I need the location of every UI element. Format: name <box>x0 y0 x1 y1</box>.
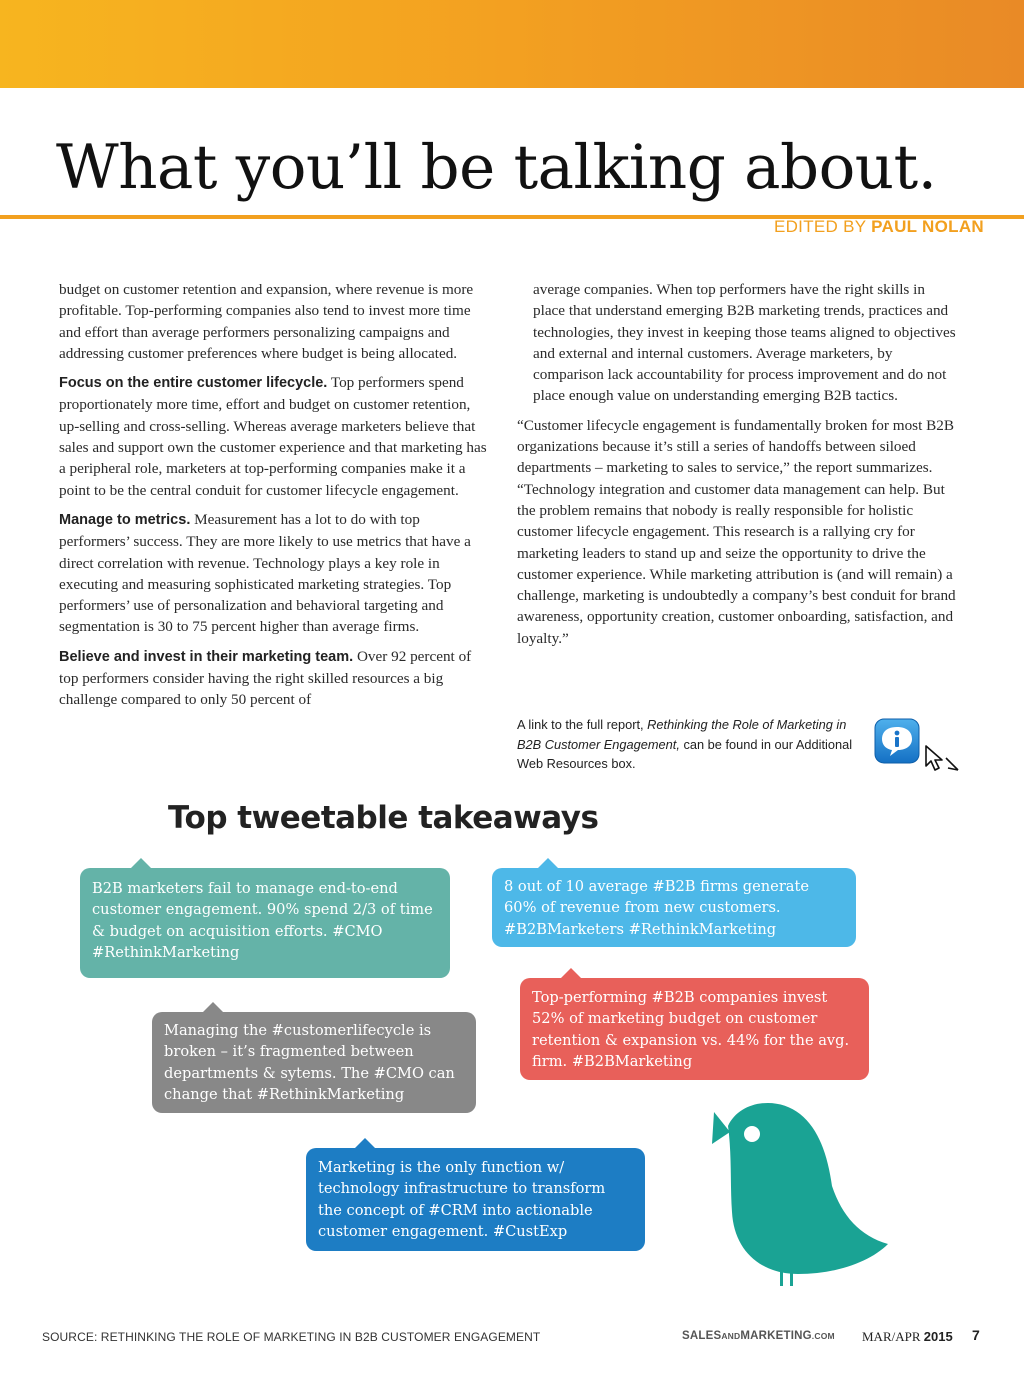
tweetables-title: Top tweetable takeaways <box>168 800 599 836</box>
tweet-bubble[interactable]: Managing the #customerlifecycle is broken – it’s fragmented between departments & sytems. The #CMO can change that #RethinkMarketing <box>152 1012 476 1113</box>
edited-by-prefix: EDITED BY <box>773 217 872 236</box>
article-paragraph: budget on customer retention and expansion, where revenue is more profitable. Top-performing companies also tend to invest more time and effort than average performers personalizing campaigns and addressing customer preferences where budget is being allocated. <box>59 281 474 362</box>
edited-by-credit <box>774 217 984 237</box>
paragraph-lead: Believe and invest in their marketing team. <box>59 648 354 665</box>
tweet-bubble[interactable]: 8 out of 10 average #B2B firms generate 60% of revenue from new customers. #B2BMarketers #RethinkMarketing <box>492 868 856 947</box>
site-part: .COM <box>811 1331 835 1341</box>
tweet-bubble[interactable]: B2B marketers fail to manage end-to-end customer engagement. 90% spend 2/3 of time & budget on acquisition efforts. #CMO #RethinkMarketing <box>80 868 450 978</box>
footer-site[interactable] <box>682 1330 835 1342</box>
article-paragraph <box>59 372 487 501</box>
footer-source: SOURCE: RETHINKING THE ROLE OF MARKETING IN B2B CUSTOMER ENGAGEMENT <box>42 1330 541 1344</box>
editor-name: PAUL NOLAN <box>871 217 984 236</box>
issue-year: 2015 <box>923 1329 953 1344</box>
tweet-bubble[interactable]: Top-performing #B2B companies invest 52% of marketing budget on customer retention & expansion vs. 44% for the avg. firm. #B2BMarketing <box>520 978 869 1080</box>
site-part: MARKETING <box>740 1330 812 1342</box>
page-title: What you’ll be talking about. <box>56 132 937 203</box>
report-link-note <box>517 715 867 774</box>
article-column-right <box>517 279 957 657</box>
cursor-arrow-icon <box>922 744 962 776</box>
paragraph-lead: Manage to metrics. <box>59 511 191 528</box>
link-note-prefix: A link to the full report, <box>517 717 648 732</box>
footer-issue-date <box>862 1329 953 1345</box>
site-part: AND <box>721 1331 741 1341</box>
article-paragraph <box>59 509 487 638</box>
paragraph-text: Measurement has a lot to do with top performers’ success. They are more likely to use metrics that have a direct correlation with revenue. Technology plays a key role in executing and measuring sophisticated marketing strategies. Top performers’ use of personalization and behavioral targeting and segmentation is 30 to 75 percent higher than average firms. <box>59 510 471 636</box>
paragraph-text: Over 92 percent of top performers consider having the right skilled resources a big challenge compared to only 50 percent of <box>59 647 472 709</box>
twitter-bird-icon <box>700 1100 900 1290</box>
site-part: SALES <box>682 1330 722 1342</box>
issue-months: MAR/APR <box>862 1329 924 1344</box>
paragraph-text: Top performers spend proportionately more time, effort and budget on customer retention, up-selling and cross-selling. Whereas average marketers believe that sales and support own the customer experience and that marketing has a peripheral role, marketers at top-performing companies make it a point to be the central conduit for customer lifecycle engagement. <box>59 374 487 499</box>
paragraph-lead: Focus on the entire customer lifecycle. <box>59 375 328 392</box>
article-paragraph: average companies. When top performers have the right skills in place that understand emerging B2B marketing trends, practices and technologies, they invest in keeping those teams aligned to objectives and external and internal customers. Average marketers, by comparison lack accountability for process improvement and do not place enough value on understanding emerging B2B tactics. <box>533 281 956 405</box>
info-icon[interactable] <box>874 718 920 764</box>
article-quote: “Customer lifecycle engagement is fundamentally broken for most B2B organizations because it’s still a series of handoffs between siloed departments – marketing to sales to service,” the report summarizes. “Technology integration and customer data management can help. But the problem remains that nobody is really responsible for holistic customer lifecycle engagement. This research is a rallying cry for marketing leaders to stand up and seize the opportunity to drive the customer experience. While marketing attribution is (and will remain) a challenge, marketing is undoubtedly a company’s best conduit for brand awareness, opportunity creation, customer onboarding, satisfaction, and loyalty.” <box>517 416 956 647</box>
report-title[interactable]: Rethinking the Role of Marketing in B2B Customer Engagement, <box>517 717 847 752</box>
link-note-suffix: can be found in our Additional Web Resources box. <box>517 736 853 771</box>
top-color-banner <box>0 0 1024 88</box>
article-column-left <box>59 279 487 719</box>
article-paragraph <box>59 646 487 711</box>
page-number: 7 <box>972 1327 980 1343</box>
tweet-bubble[interactable]: Marketing is the only function w/ technology infrastructure to transform the concept of #CRM into actionable customer engagement. #CustExp <box>306 1148 645 1251</box>
